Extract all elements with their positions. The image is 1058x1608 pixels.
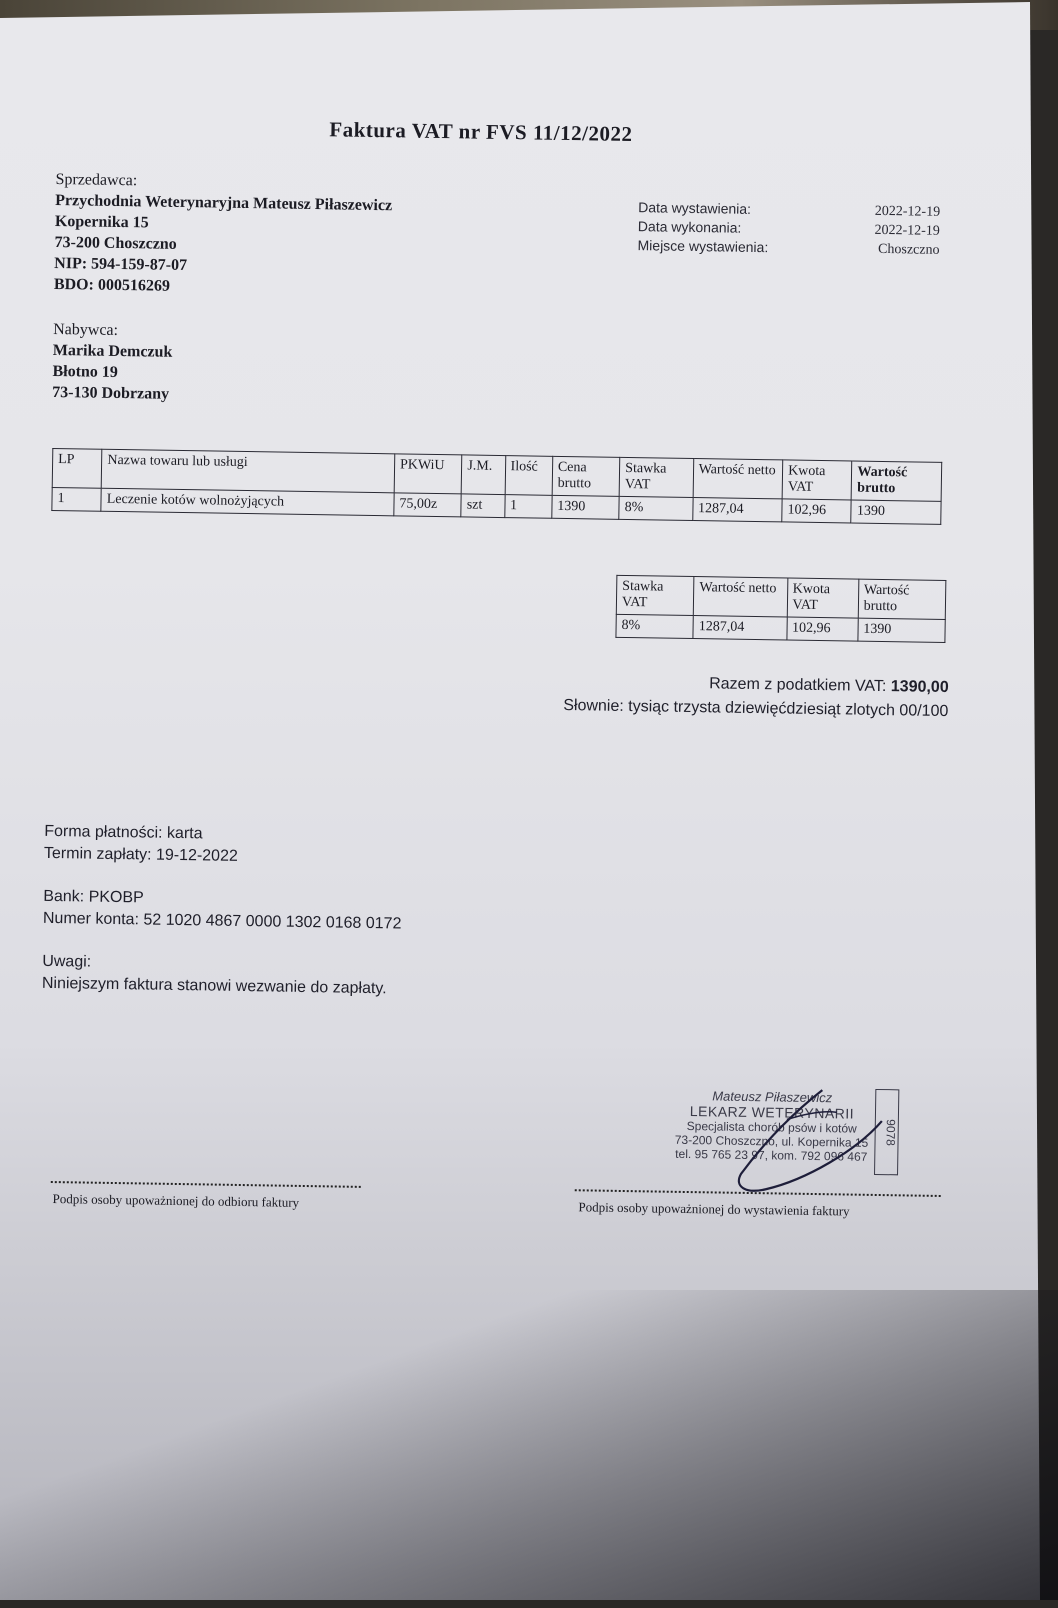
receiver-signature-label: Podpis osoby upoważnionej do odbioru faktury	[52, 1191, 300, 1210]
payment-due: Termin zapłaty: 19-12-2022	[43, 844, 238, 865]
col-gross-value: Wartość brutto	[852, 461, 942, 501]
col-name: Nazwa towaru lub usługi	[101, 449, 394, 493]
issue-place-label: Miejsce wystawienia:	[637, 237, 769, 256]
total-label: Razem z podatkiem VAT:	[709, 675, 887, 696]
payment-section	[44, 821, 239, 868]
col-gross-price: Cena brutto	[552, 456, 620, 496]
col-vat-amount: Kwota VAT	[782, 460, 852, 500]
cell-gross-price: 1390	[552, 495, 620, 519]
seller-bdo: BDO: 000516269	[53, 275, 171, 295]
buyer-label: Nabywca:	[53, 320, 119, 339]
cell-jm: szt	[461, 494, 505, 518]
total-value: 1390,00	[890, 678, 949, 697]
invoice-meta	[637, 198, 940, 260]
col-lp: LP	[52, 448, 102, 488]
total-line	[519, 672, 949, 697]
seller-city: 73-200 Choszczno	[54, 233, 177, 253]
bank-section	[43, 886, 402, 936]
buyer-name: Marika Demczuk	[52, 341, 173, 361]
items-table	[51, 448, 942, 525]
stamp-phone: tel. 95 765 23 97, kom. 792 096 467	[675, 1146, 868, 1164]
vat-cell-gross: 1390	[858, 618, 946, 642]
cell-vat-amount: 102,96	[782, 499, 852, 523]
vat-col-amount: Kwota VAT	[787, 578, 859, 618]
seller-label: Sprzedawca:	[55, 170, 138, 190]
vat-cell-rate: 8%	[616, 614, 694, 638]
total-in-words: Słownie: tysiąc trzysta dziewięćdziesiąt zlotych 00/100	[563, 697, 949, 721]
buyer-section	[52, 319, 173, 405]
vat-col-rate: Stawka VAT	[616, 575, 694, 615]
issue-place-value: Choszczno	[877, 241, 940, 258]
vat-table-header	[616, 575, 946, 619]
stamp-license-number: 9078	[874, 1089, 899, 1175]
payment-method: Forma płatności: karta	[44, 822, 203, 843]
seller-street: Kopernika 15	[54, 212, 149, 232]
col-jm: J.M.	[461, 455, 505, 495]
notes-label: Uwagi:	[42, 952, 92, 971]
seller-name: Przychodnia Weterynaryjna Mateusz Piłaszewicz	[55, 191, 393, 215]
buyer-city: 73-130 Dobrzany	[52, 383, 170, 403]
vat-summary-table	[615, 575, 946, 643]
notes-section	[42, 951, 387, 1000]
cell-vat-rate: 8%	[619, 496, 693, 520]
col-vat-rate: Stawka VAT	[619, 457, 693, 497]
stamp-address: 73-200 Choszczno, ul. Kopernika 15	[674, 1132, 869, 1150]
issue-date-value: 2022-12-19	[874, 203, 941, 220]
issuer-signature-label: Podpis osoby upoważnionej do wystawienia faktury	[578, 1199, 850, 1219]
bank-name: Bank: PKOBP	[43, 887, 144, 907]
col-qty: Ilość	[505, 456, 553, 496]
issue-date-label: Data wystawienia:	[638, 199, 752, 217]
table-row	[616, 614, 945, 642]
notes-text: Niniejszym faktura stanowi wezwanie do zapłaty.	[41, 974, 387, 998]
receiver-signature-line	[51, 1181, 361, 1188]
stamp-doctor-name: Mateusz Piłaszewicz	[712, 1088, 833, 1106]
col-pkwiu: PKWiU	[394, 454, 462, 494]
cell-name: Leczenie kotów wolnożyjących	[101, 488, 394, 516]
account-number: Numer konta: 52 1020 4867 0000 1302 0168 0172	[42, 909, 402, 933]
buyer-street: Błotno 19	[52, 362, 119, 381]
col-net-value: Wartość netto	[693, 459, 783, 499]
cell-lp: 1	[52, 487, 102, 511]
cell-net-value: 1287,04	[692, 498, 782, 522]
seller-nip: NIP: 594-159-87-07	[54, 254, 188, 275]
cell-gross-value: 1390	[851, 500, 941, 524]
exec-date-value: 2022-12-19	[874, 222, 940, 239]
cell-pkwiu: 75,00z	[394, 493, 462, 517]
seller-section	[54, 169, 393, 300]
vat-cell-amount: 102,96	[786, 617, 858, 641]
vat-cell-net: 1287,04	[693, 616, 787, 640]
vat-col-net: Wartość netto	[694, 577, 788, 617]
cell-qty: 1	[504, 495, 552, 519]
stamp-specialty: Specjalista chorób psów i kotów	[686, 1118, 857, 1136]
vat-col-gross: Wartość brutto	[858, 579, 946, 619]
invoice-title: Faktura VAT nr FVS 11/12/2022	[329, 117, 633, 147]
stamp-title: LEKARZ WETERYNARII	[689, 1103, 855, 1122]
exec-date-label: Data wykonania:	[637, 218, 742, 236]
